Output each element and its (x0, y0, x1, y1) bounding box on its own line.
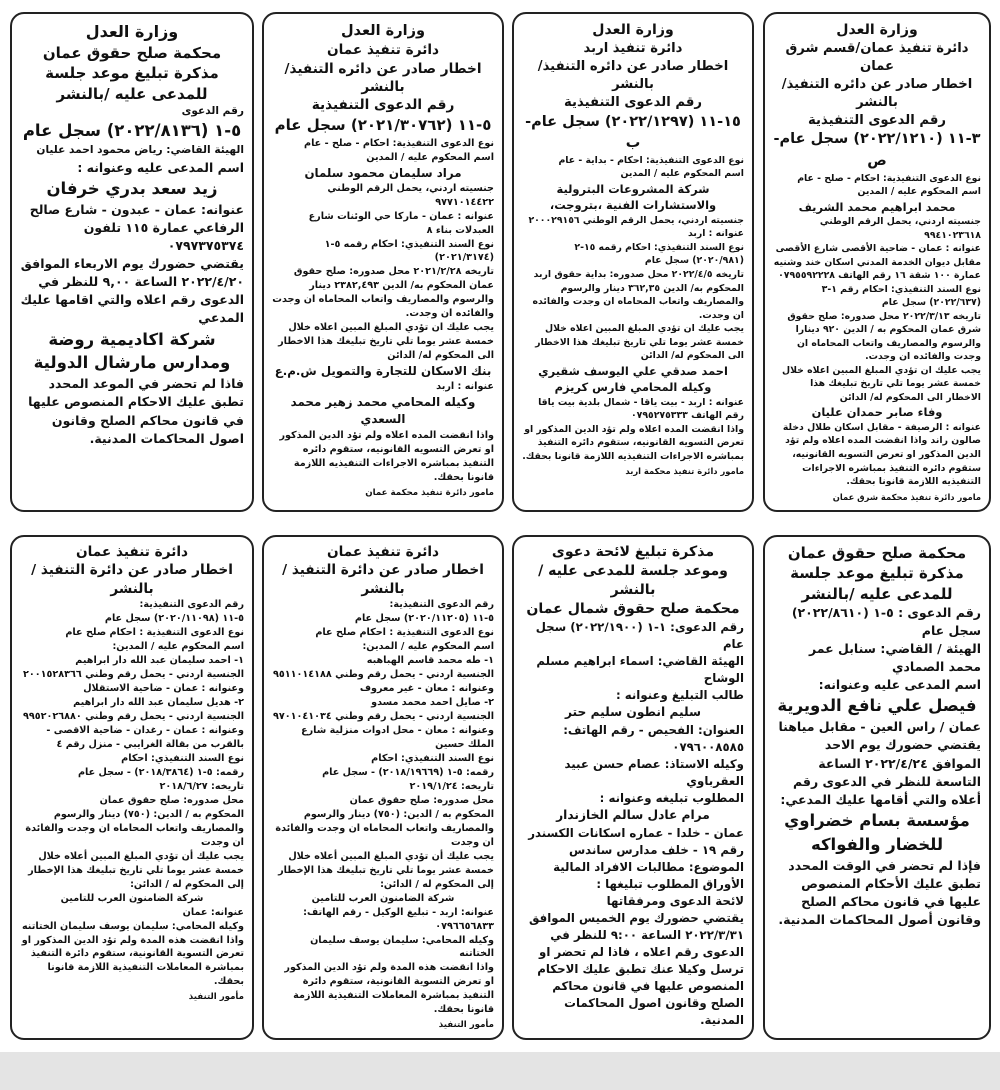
notice-line: يقتضي حضورك يوم الخميس الموافق ٢٠٢٢/٣/٣١ الساعة ٩:٠٠ للنظر في الدعوى رقم اعلاه ، فاذا لم تحضر او ترسل وكيلا عنك تطبق عليك الاحكام المنصوص عليها في قانون محاكم الصلح وقانون اصول المحاكمات المدنية. (528, 910, 744, 1028)
notice-line: وعنوانه : معان - محل ادوات منزلية شارع الملك حسين (301, 724, 494, 750)
notice-line: رقم الدعوى: ١-١ (٢٠٢٢/١٩٠٠) سجل عام (535, 620, 744, 652)
notice-line: عنوانه: عمان (182, 906, 244, 918)
notice-line: لائحة الدعوى ومرفقاتها (606, 893, 744, 908)
notice-line: اسم المحكوم عليه / المدين (620, 168, 744, 180)
notice-amman-execution-2 (262, 535, 504, 1040)
notice-line: ٥-١١ (٢٠٢٠/١١٢٠٥) سجل عام (354, 613, 494, 625)
notice-line: وزارة العدل (340, 22, 426, 39)
notice-line: عنوانه : اربد (688, 228, 744, 240)
notice-line: اخطار صادر عن دائره التنفيذ/ بالنشر (284, 60, 482, 95)
notice-line: شركة اكاديمية روضة ومدارس مارشال الدولية (33, 329, 231, 373)
notice-line: وكيله المحامي محمد زهير محمد السعدي (290, 395, 476, 427)
notice-line: وكيله المحامي فارس كريزم (554, 380, 712, 395)
notice-line: احمد صدقي علي اليوسف شقيري (538, 363, 728, 378)
notice-line: عنوانه : عمان - ماركا حي الوئنات شارع العبدلات بناء ٨ (308, 210, 494, 236)
notice-line: وكيله المحامي: سليمان يوسف سليمان الختاتنه (310, 934, 494, 960)
notice-line: يجب عليك أن تؤدي المبلغ المبين أعلاه خلال خمسة عشر يوما تلي تاريخ تبليغك هذا الإخطار إلى المحكوم له / الدائن: (28, 850, 244, 890)
notice-line: دائرة تنفيذ عمان/قسم شرق عمان (785, 41, 969, 75)
notice-line: وزارة العدل (836, 22, 918, 38)
notice-line: عنوانه : اربد - بيت ياقا - شمال بلدية بيت ياقا رقم الهاتف ٠٧٩٥٢٧٥٣٣٣ (538, 396, 744, 422)
notice-line: اسم المحكوم عليه / المدين (857, 186, 981, 198)
notice-line: اسم المدعى عليه وعنوانه: (818, 677, 981, 693)
notice-line: نوع الدعوى التنفيذية: احكام - صلح - عام (797, 172, 981, 184)
notice-line: اسم المحكوم عليه / المدين: (112, 641, 244, 653)
notice-line: رقم الدعوى التنفيذية (564, 94, 702, 110)
notice-line: تاريخه: ٢٠١٩/١/٢٤ (409, 780, 494, 792)
notice-amman-court-summons (10, 12, 254, 512)
notice-line: رقمه: ٥-١ (٢٠١٨/١٩٦٦٩) - سجل عام (322, 766, 494, 778)
notice-line: ٥-١١ (٢٠٢٠/١١٠٩٨) سجل عام (104, 613, 244, 625)
notice-line: رقم الدعوى التنفيذية: (139, 599, 244, 611)
notice-line: نوع الدعوى التنفيذية : احكام صلح عام (315, 627, 494, 639)
notice-line: ١٥-١١ (٢٠٢٢/١٢٩٧) سجل عام-ب (525, 113, 741, 151)
notice-line: مأمور التنفيذ (188, 992, 244, 1003)
notice-line: الأوراق المطلوب تبليغها : (596, 876, 744, 891)
notice-line: المحكوم به / الدين: (٧٥٠) دينار والرسوم والمصاريف واتعاب المحاماه ان وجدت والفائدة ان وجدت (25, 808, 244, 848)
notice-line: الجنسية اردني - يحمل رقم وطني ٩٥١١٠١٤١٨٨ (272, 669, 494, 681)
notice-line: اسم المحكوم عليه / المدين (366, 151, 494, 163)
notice-line: سليم انطون سليم حتر (564, 705, 702, 720)
notice-line: بنك الاسكان للتجارة والتمويل ش.م.ع (274, 364, 492, 379)
notice-line: عنوانه: عمان - عبدون - شارع صالح الرفاعي عمارة ١١٥ تلفون ٠٧٩٧٣٧٥٣٧٤ (29, 201, 244, 253)
notice-line: زيد سعد بدري خرفان (46, 178, 218, 198)
notice-line: ١- احمد سليمان عبد الله دار ابراهيم (75, 655, 244, 667)
notice-line: نوع الدعوى التنفيذية: احكام - بداية - عام (558, 154, 744, 166)
notice-line: الجنسية اردني - يحمل رقم وطني ٩٩٥٢٠٢٦٨٨٠ (22, 711, 244, 723)
notice-line: نوع السند التنفيذي: احكام رقم ١-٣ (٢٠٢٢/٦٣٧) سجل عام (821, 283, 981, 309)
notice-line: دائرة تنفيذ عمان (326, 544, 440, 560)
notice-line: واذا انقضت المده اعلاه ولم تؤد الدين المذكور او تعرض التسويه القانونيه، ستقوم دائره التنفيذ بمباشره الاجراءات التنفيذيه اللازمة قانونا بحقك. (522, 423, 744, 462)
notice-line: رقم الدعوى (181, 104, 244, 117)
notice-line: يقتضي حضورك يوم الاربعاء الموافق ٢٠٢٢/٤/٢٠ الساعة ٩,٠٠ للنظر في الدعوى رقم اعلاه والتي اقامها عليك المدعي (20, 256, 244, 326)
notice-line: شركة الضامنون العرب للتامين (311, 892, 455, 904)
notice-line: جنسيته اردني، يحمل الرقم الوطني ٩٧٧١٠١٤٤٢٢ (327, 182, 494, 208)
notice-line: تاريخه ٢٠٢٢/٤/٥ محل صدوره: بداية حقوق اربد المحكوم به/ الدين ٣٦٢,٣٥ دينار والرسوم والمصاريف واتعاب المحاماه ان وجدت والفائده ان وجدت. (532, 269, 744, 321)
notice-line: وفاء صابر حمدان عليان (811, 405, 943, 420)
notice-irbid-execution (512, 12, 754, 512)
notice-line: اخطار صادر عن دائره التنفيذ/ بالنشر (781, 77, 973, 110)
notice-line: عنوانه : اربد (436, 381, 494, 393)
notice-line: الجنسية اردني - يحمل رقم وطني ٩٧٠١٠٤١٠٣٤ (272, 711, 494, 723)
notice-line: تاريخه ٢٠٢٢/٣/١٣ محل صدوره: صلح حقوق شرق عمان المحكوم به / الدين ٩٢٠ دينارا والرسوم والمصاريف واتعاب المحاماه ان وجدت والفائده ان وجدت. (787, 310, 981, 363)
notice-line: العنوان: الفحيص - رقم الهاتف: ٠٧٩٦٠٠٨٥٨٥ (563, 722, 744, 754)
notice-north-amman-summons (512, 535, 754, 1040)
notice-line: رقم الدعوى التنفيذية (311, 97, 455, 114)
notice-line: ٣-١١ (٢٠٢٢/١٢١٠) سجل عام-ص (773, 131, 981, 169)
notice-amman-execution-3 (10, 535, 254, 1040)
page-bottom-strip (0, 1052, 1000, 1090)
notice-line: دائرة تنفيذ اربد (583, 41, 683, 57)
notice-line: عنوانه: اربد - تبليغ الوكيل - رقم الهاتف: ٠٧٩٦٦٥٦٨٣٣ (303, 906, 494, 932)
notice-line: اسم المحكوم عليه / المدين: (362, 641, 494, 653)
notice-line: نوع السند التنفيذي: احكام رقمه ١٥-٢ (٢٠٢٠/٩٨١) سجل عام (574, 241, 744, 267)
notice-line: يجب عليك ان تؤدي المبلغ المبين اعلاه خلال خمسة عشر يوما تلي تاريخ تبليغك هذا الاخطار الى المحكوم له/ الدائن (782, 364, 981, 403)
notice-line: اسم المدعى عليه وعنوانه : (77, 159, 244, 175)
notice-line: تاريخه: ٢٠١٨/٦/٢٧ (159, 780, 244, 792)
notice-line: محل صدوره: صلح حقوق عمان (99, 794, 244, 806)
notice-line: عمان - خلدا - عماره اسكانات الكسندر رقم ١٩ - خلف مدارس ساندس (528, 825, 744, 857)
notice-line: شركة الضامنون العرب للتامين (60, 892, 204, 904)
notice-line: طالب التبليغ وعنوانه : (615, 688, 744, 703)
notice-line: الهيئة القاضي: اسماء ابراهيم مسلم الوشاح (536, 654, 744, 686)
notice-line: مؤسسة بسام خضراوي للخضار والفواكه (784, 810, 970, 854)
notice-line: شركة المشروعات البترولية والاستشارات الفنية ،بتروجت، (549, 181, 717, 213)
notice-line: وعنوانه : معان - غير معروف (359, 683, 494, 695)
notice-line: ١- طه محمد قاسم الهباهبه (366, 655, 494, 667)
notice-line: نوع السند التنفيذي: احكام (371, 752, 494, 764)
notice-line: مذكرة تبليغ موعد جلسة للمدعى عليه /بالنشر (45, 64, 219, 103)
notice-line: رقم الدعوى : ٥-١ (٢٠٢٢/٨٦١٠) سجل عام (791, 604, 981, 638)
notice-line: نوع الدعوى التنفيذية : احكام صلح عام (65, 627, 244, 639)
notice-line: الهيئة / القاضي: سنابل عمر محمد الصمادي (808, 641, 981, 675)
notice-line: محمد ابراهيم محمد الشريف (798, 199, 956, 214)
notice-line: تاريخه ٢٠٢١/٢/٢٨ محل صدوره: صلح حقوق عمان المحكوم به/ الدين ٢٣٨٢,٤٩٣ دينار والرسوم والمصاريف واتعاب المحاماه ان وجدت والفائده ان وجدت. (272, 266, 494, 320)
notice-line: وكيله الاستاذ: عصام حسن عبيد العقرباوي (564, 756, 744, 789)
notice-line: رقمه: ٥-١ (٢٠١٨/٣٨٦٤) - سجل عام (77, 766, 244, 778)
notice-line: رقم الدعوى التنفيذية: (389, 599, 494, 611)
notice-line: عمان / راس العين - مقابل مياهنا (778, 719, 981, 735)
notice-court-summons-2 (763, 535, 991, 1040)
notice-line: يقتضي حضورك يوم الاحد الموافق ٢٠٢٢/٤/٢٤ الساعة التاسعة للنظر في الدعوى رقم أعلاه والتي أقامها عليك المدعي: (780, 737, 981, 807)
notice-line: فاذا لم تحضر في الموعد المحدد تطبق عليك الاحكام المنصوص عليها في قانون محاكم الصلح وقانون اصول المحاكمات المدنية. (28, 376, 244, 446)
notice-line: دائرة تنفيذ عمان (75, 544, 189, 560)
notice-line: ٥-١ (٢٠٢٢/٨١٣٦) سجل عام (22, 121, 242, 141)
notice-line: وعنوانه : عمان - ضاحية الاستقلال (83, 683, 244, 695)
notice-line: نوع الدعوى التنفيذية: احكام - صلح - عام (304, 137, 494, 149)
notice-line: مامور دائرة تنفيذ محكمة شرق عمان (832, 491, 981, 502)
notice-line: واذا انقضت هذه المدة ولم تؤد الدين المذكور او تعرض التسوية القانونية، ستقوم دائرة التنفيذ بمباشرة المعاملات التنفيذية اللازمة قانونا بحقك. (21, 934, 244, 988)
notice-line: وعنوانه : عمان - رغدان - ضاحية الاقصى - بالقرب من بقالة الغرايبي - منزل رقم ٤ (46, 724, 244, 750)
notice-line: واذا انقضت هذه المدة ولم تؤد الدين المذكور او تعرض التسوية القانونية، ستقوم دائرة التنفيذ بمباشرة المعاملات التنفيذية اللازمة قانونا بحقك. (284, 962, 494, 1016)
notice-line: وموعد جلسة للمدعى عليه / بالنشر (538, 563, 728, 599)
notice-line: المطلوب تبليغه وعنوانه : (599, 791, 744, 806)
notice-line: دائرة تنفيذ عمان (326, 42, 440, 59)
notice-line: فإذا لم تحضر في الوقت المحدد تطبق عليك الأحكام المنصوص عليها في قانون محاكم الصلح وقانون أصول المحاكمات المدنية. (778, 857, 981, 928)
notice-line: الجنسية اردني - يحمل رقم وطني ٢٠٠١٥٢٨٣٦٦ (22, 669, 244, 681)
notice-line: محكمة صلح حقوق شمال عمان (526, 601, 740, 618)
notice-line: اخطار صادر عن دائرة التنفيذ / بالنشر (31, 562, 233, 597)
notice-line: واذا انقضت المده اعلاه ولم تؤد الدين المذكور او تعرض التسويه القانونيه، ستقوم دائره التنفيذ بمباشره الاجراءات التنفيذيه اللازمة قانونا بحقك. (279, 429, 494, 483)
notice-line: فيصل علي نافع الدويرية (777, 696, 977, 716)
notice-line: الموضوع: مطالبات الافراد المالية (553, 859, 744, 874)
notice-line: ٢- صايل احمد محمد مسدو (371, 697, 494, 709)
notice-line: المحكوم به / الدين: (٧٥٠) دينار والرسوم والمصاريف واتعاب المحاماه ان وجدت والفائدة ان وجدت (275, 808, 494, 848)
notice-line: مامور دائرة تنفيذ محكمة اربد (625, 466, 744, 477)
notice-line: مذكرة تبليغ موعد جلسة للمدعى عليه /بالنشر (790, 564, 964, 603)
notice-line: عنوانه : عمان - ضاحية الأقصى شارع الأقصى مقابل ديوان الخدمة المدني اسكان خند وشنيه عمارة ١٠٠ شقة ١٦ رقم الهاتف ٠٧٩٥٥٩٢٢٢٨ (773, 243, 981, 282)
notice-line: ٥-١١ (٢٠٢١/٣٠٧٦٢) سجل عام (274, 115, 492, 134)
notice-amman-execution (262, 12, 504, 512)
notice-line: نوع السند التنفيذي: احكام رقمه ٥-١ (٢٠٢١/٣١٧٤) (324, 238, 494, 264)
notice-line: جنسيته اردني، يحمل الرقم الوطني ٩٩٤١٠٢٣٦١٨ (819, 216, 981, 241)
notice-line: عنوانه : الرصيفة - مقابل اسكان طلال دخلة صالون راند واذا انقضت المده اعلاه ولم تؤد الدين المذكور او تعرض التسويه القانونيه، ستقوم دائره التنفيذ بمباشره الاجراءات التنفيذيه اللازمة قانونا بحقك. (782, 421, 981, 488)
notice-line: ٢- هديل سليمان عبد الله دار ابراهيم (73, 697, 244, 709)
notice-line: وكيله المحامي: سليمان يوسف سليمان الختاتنه (21, 920, 244, 932)
notice-line: جنسيته اردني، يحمل الرقم الوطني ٢٠٠٠٢٩١٥٦ (528, 214, 744, 226)
notice-line: وزارة العدل (592, 22, 674, 38)
notice-line: محكمة صلح حقوق عمان (787, 544, 967, 562)
notice-line: رقم الدعوى التنفيذية (808, 112, 946, 128)
notice-east-amman-execution (763, 12, 991, 512)
notice-line: اخطار صادر عن دائرة التنفيذ / بالنشر (282, 562, 484, 597)
notice-line: مراد سليمان محمود سلمان (304, 165, 462, 180)
notice-line: الهيئة القاضي: رياض محمود احمد عليان (36, 144, 244, 157)
notice-line: محكمة صلح حقوق عمان (42, 44, 222, 63)
notice-line: وزارة العدل (85, 22, 179, 41)
notice-line: مرام عادل سالم الخازندار (556, 808, 710, 823)
notice-line: يجب عليك ان تؤدي المبلغ المبين اعلاه خلال خمسة عشر يوما تلي تاريخ تبليغك هذا الاخطار الى المحكوم له/ الدائن (278, 322, 494, 362)
notice-line: محل صدوره: صلح حقوق عمان (349, 794, 494, 806)
notice-line: نوع السند التنفيذي: احكام (121, 752, 244, 764)
notice-line: مذكرة تبليغ لائحة دعوى (551, 544, 715, 560)
notice-line: اخطار صادر عن دائره التنفيذ/ بالنشر (537, 59, 729, 93)
notice-line: يجب عليك أن تؤدي المبلغ المبين أعلاه خلال خمسة عشر يوما تلي تاريخ تبليغك هذا الإخطار إلى المحكوم له / الدائن: (278, 850, 494, 890)
notice-line: مأمور التنفيذ (438, 1020, 494, 1031)
notice-line: مامور دائرة تنفيذ محكمة عمان (365, 487, 494, 498)
notice-line: يجب عليك ان تؤدي المبلغ المبين اعلاه خلال خمسة عشر يوما تلي تاريخ تبليغك هذا الاخطار الى المحكوم له/ الدائن (535, 323, 744, 362)
